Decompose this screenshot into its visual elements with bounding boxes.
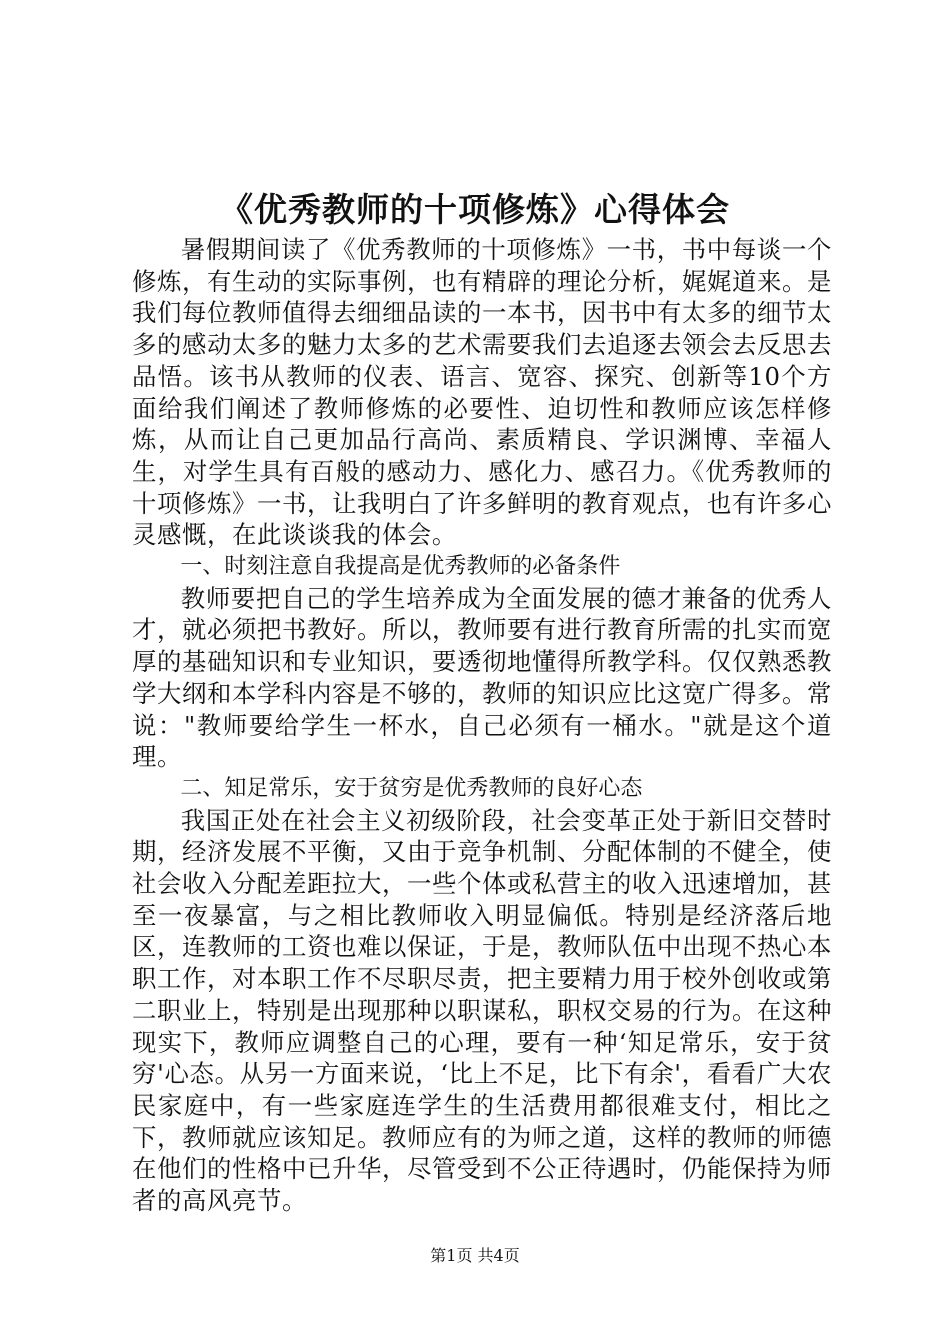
section-2-paragraph: 我国正处在社会主义初级阶段，社会变革正处于新旧交替时期，经济发展不平衡，又由于竞争机制、分配体制的不健全，使社会收入分配差距拉大，一些个体或私营主的收入迅速增加，甚至一夜暴富，与之相比教师收入明显偏低。特别是经济落后地区，连教师的工资也难以保证，于是，教师队伍中出现不热心本职工作，对本职工作不尽职尽责，把主要精力用于校外创收或第二职业上，特别是出现那种以职谋私，职权交易的行为。在这种现实下，教师应调整自己的心理，要有一种‘知足常乐，安于贫穷'心态。从另一方面来说，‘比上不足，比下有余'，看看广大农民家庭中，有一些家庭连学生的生活费用都很难支付，相比之下，教师就应该知足。教师应有的为师之道，这样的教师的师德在他们的性格中已升华，尽管受到不公正待遇时，仍能保持为师者的高风亮节。 bbox=[132, 805, 832, 1216]
document-body bbox=[132, 234, 832, 1217]
section-heading-2: 二、知足常乐，安于贫穷是优秀教师的良好心态 bbox=[180, 775, 643, 801]
intro-paragraph: 暑假期间读了《优秀教师的十项修炼》一书，书中每谈一个修炼，有生动的实际事例，也有精辟的理论分析，娓娓道来。是我们每位教师值得去细细品读的一本书，因书中有太多的细节太多的感动太多的魅力太多的艺术需要我们去追逐去领会去反思去品悟。该书从教师的仪表、语言、宽容、探究、创新等10个方面给我们阐述了教师修炼的必要性、迫切性和教师应该怎样修炼，从而让自己更加品行高尚、素质精良、学识渊博、幸福人生，对学生具有百般的感动力、感化力、感召力。《优秀教师的十项修炼》一书，让我明白了许多鲜明的教育观点，也有许多心灵感慨，在此谈谈我的体会。 bbox=[132, 235, 832, 550]
section-heading-1: 一、时刻注意自我提高是优秀教师的必备条件 bbox=[180, 554, 621, 580]
page-footer bbox=[0, 1245, 950, 1267]
page-number-label: 第1页 共4页 bbox=[430, 1246, 520, 1265]
section-1-paragraph: 教师要把自己的学生培养成为全面发展的德才兼备的优秀人才，就必须把书教好。所以，教师要有进行教育所需的扎实而宽厚的基础知识和专业知识，要透彻地懂得所教学科。仅仅熟悉教学大纲和本学科内容是不够的，教师的知识应比这宽广得多。常说："教师要给学生一杯水，自己必须有一桶水。"就是这个道理。 bbox=[132, 583, 832, 772]
document-title: 《优秀教师的十项修炼》心得体会 bbox=[220, 190, 730, 229]
